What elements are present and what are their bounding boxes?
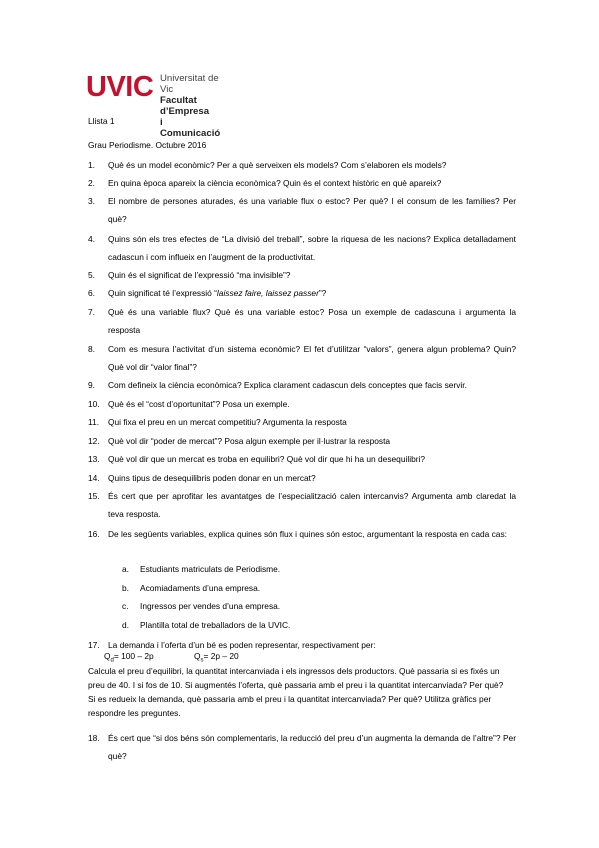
logo-faculty: Facultat d’Empresa [160, 95, 210, 117]
question-17-paragraph: Calcula el preu d’equilibri, la quantitat intercanviada i els ingressos dels productors. Què passaria si es fixés un preu de 40. I si fos de 10. Si augmentés l’oferta, què passaria amb el preu i la quantitat intercanviada? Per què? Si es redueix la demanda, què passaria amb el preu i la quantitat intercanviada? Per què? Utilitza gràfics per respondre les preguntes. [88, 666, 504, 718]
logo-communication: i Comunicació [160, 117, 221, 139]
document-page: UVIC Universitat de Vic Facultat d’Empresa i Comunicació Llista 1 Grau Periodisme. Octubre 2016 1. Què és un model econòmic? Per a què serveixen els models? Com s’elaboren els models? 2. En quina època apareix la ciència econòmica? Quin és el context històric en què apareix? 3. El nombre de persones aturades, és una variable flux o estoc? Per què? I el consum de les famílies? Per què? 4. Quins són els tres efectes de “La divisió del treball”, sobre la riquesa de les nacions? Explica detalladament cadascun i com influeix en l’augment de la productivitat. 5. Quin és el significat de l’expressió “ma invisible”? 6. Quin significat té l’expressió “laissez faire, laissez passer”? 7. Què és una variable flux? Què és una variable estoc? Posa un exemple de cadascuna i argumenta la resposta 8. Com es mesura l’activitat d’un sistema econòmic? El fet d’utilitzar “valors”, genera algun problema? Quin? Què vol dir “valor final”? 9. Com defineix la ciència econòmica? Explica clarament cadascun dels conceptes que facis servir. 10. Què és el “cost d’oportunitat”? Posa un exemple. 11. Qui fixa el preu en un mercat competitiu? Argumenta la resposta 12. Què vol dir “poder de mercat”? Posa algun exemple per il·lustrar la resposta 13. Què vol dir que un mercat es troba en equilibri? Què vol dir que hi ha un desequilibri? 14. Quins tipus de desequilibris poden donar en un mercat? 15. És cert que per aprofitar les avantatges de l’especialització calen intercanvis? Argumenta amb claredat la teva resposta. 16. De les següents variables, explica quines són flux i quines són estoc, argumentant la resposta en cada cas: a. Estudiants matriculats de Periodisme. b. Acomiadaments d’una empresa. c. Ingressos per vendes d’una empresa. d. Plantilla total de treballadors de la UVIC. 17. La demanda i l’oferta d’un bé es poden representar, respectivament per: $Q_d= 100 - 2p$ $Q_s= 2p - 20$ Calcula el preu d’equilibri, la quantitat intercanviada i els ingressos dels productors. Què passaria si es fixés un preu de 40. I si fos de 10. Si augmentés l’oferta, què passaria amb el preu i la quantitat intercanviada? Per què? Si es redueix la demanda, què passaria amb el preu i la quantitat intercanviada? Per què? Utilitza gràfics per respondre les preguntes. 18. És cert que “si dos béns són complementaris, la reducció del preu d’un augmenta la demanda de l’altre”? Per què? [86, 71, 516, 761]
logo-university: Universitat de Vic [160, 73, 219, 95]
document-title: Llista 1 [88, 116, 115, 126]
logo-mark: UVIC [86, 71, 154, 103]
document-subtitle: Grau Periodisme. Octubre 2016 [88, 140, 207, 150]
demand-equation: $Q_d= 100 - 2p$ [104, 651, 154, 664]
logo-text [160, 73, 220, 139]
supply-equation: $Q_s= 2p - 20$ [194, 651, 239, 664]
